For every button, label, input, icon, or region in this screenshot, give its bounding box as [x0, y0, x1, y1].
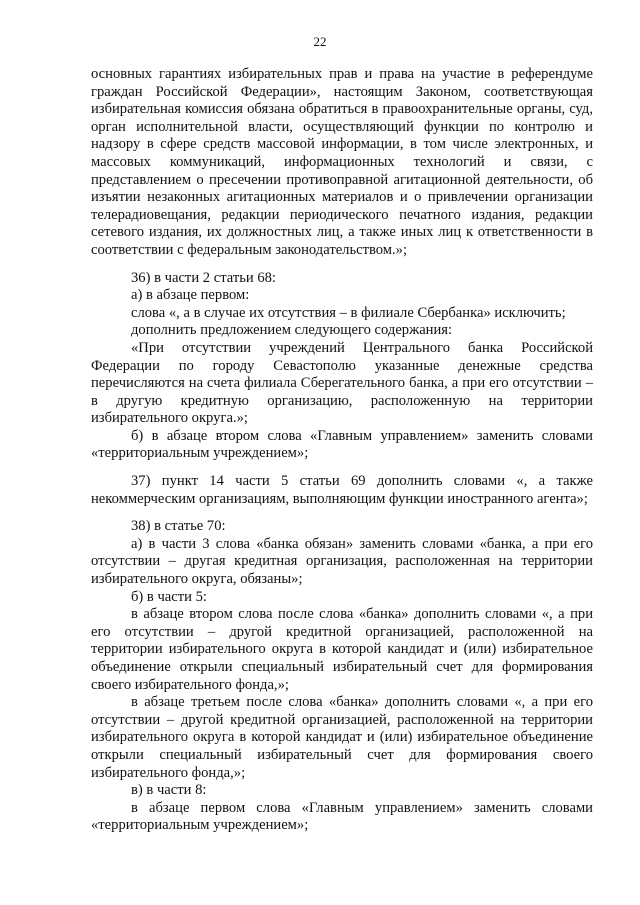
paragraph: б) в абзаце втором слова «Главным управлением» заменить словами «территориальным учреждением»; — [91, 427, 593, 462]
paragraph: в абзаце втором слова после слова «банка» дополнить словами «, а при его отсутствии – другой кредитной организацией, расположенной на территории избирательного округа в которой кандидат и (или) избирательное объединение открыли специальный избирательный счет для формирования своего избирательного фонда,»; — [91, 606, 593, 693]
paragraph: дополнить предложением следующего содержания: — [131, 322, 453, 339]
paragraph: а) в абзаце первом: — [131, 287, 250, 304]
paragraph: 38) в статье 70: — [131, 518, 226, 535]
paragraph: в абзаце третьем после слова «банка» дополнить словами «, а при его отсутствии – другой кредитной организацией, расположенной на территории избирательного округа в которой кандидат и (или) избирательное объединение открыли специальный избирательный счет для формирования своего избирательного фонда,»; — [91, 694, 593, 781]
page-number: 22 — [313, 34, 327, 49]
paragraph: слова «, а в случае их отсутствия – в филиале Сбербанка» исключить; — [131, 304, 566, 321]
paragraph: б) в части 5: — [131, 588, 207, 605]
paragraph: в) в части 8: — [131, 782, 207, 799]
paragraph: в абзаце первом слова «Главным управлением» заменить словами «территориальным учреждением»; — [91, 799, 593, 834]
paragraph: а) в части 3 слова «банка обязан» заменить словами «банка, а при его отсутствии – другая кредитная организация, расположенная на территории избирательного округа, обязаны»; — [91, 535, 593, 588]
paragraph: 37) пункт 14 части 5 статьи 69 дополнить словами «, а также некоммерческим организациям, выполняющим функции иностранного агента»; — [91, 473, 593, 507]
document-body — [91, 66, 593, 835]
paragraph: основных гарантиях избирательных прав и права на участие в референдуме граждан Российской Федерации», настоящим Законом, соответствующая избирательная комиссия обязана обратиться в правоохранительные органы, суд, орган исполнительной власти, осуществляющий функции по контролю и надзору в сфере средств массовой информации, в том числе электронных, и массовых коммуникаций, информационных технологий и связи, с представлением о пресечении противоправной агитационной деятельности, об изъятии незаконных агитационных материалов и о привлечении организации телерадиовещания, редакции периодического печатного издания, редакции сетевого издания, их должностных лиц, а также иных лиц к ответственности в соответствии с федеральным законодательством.»; — [91, 66, 593, 258]
paragraph: 36) в части 2 статьи 68: — [131, 269, 276, 286]
paragraph: «При отсутствии учреждений Центрального банка Российской Федерации по городу Севастополю указанные денежные средства перечисляются на счета филиала Сберегательного банка, а при его отсутствии – в другую кредитную организацию, расположенную на территории избирательного округа.»; — [91, 339, 593, 427]
